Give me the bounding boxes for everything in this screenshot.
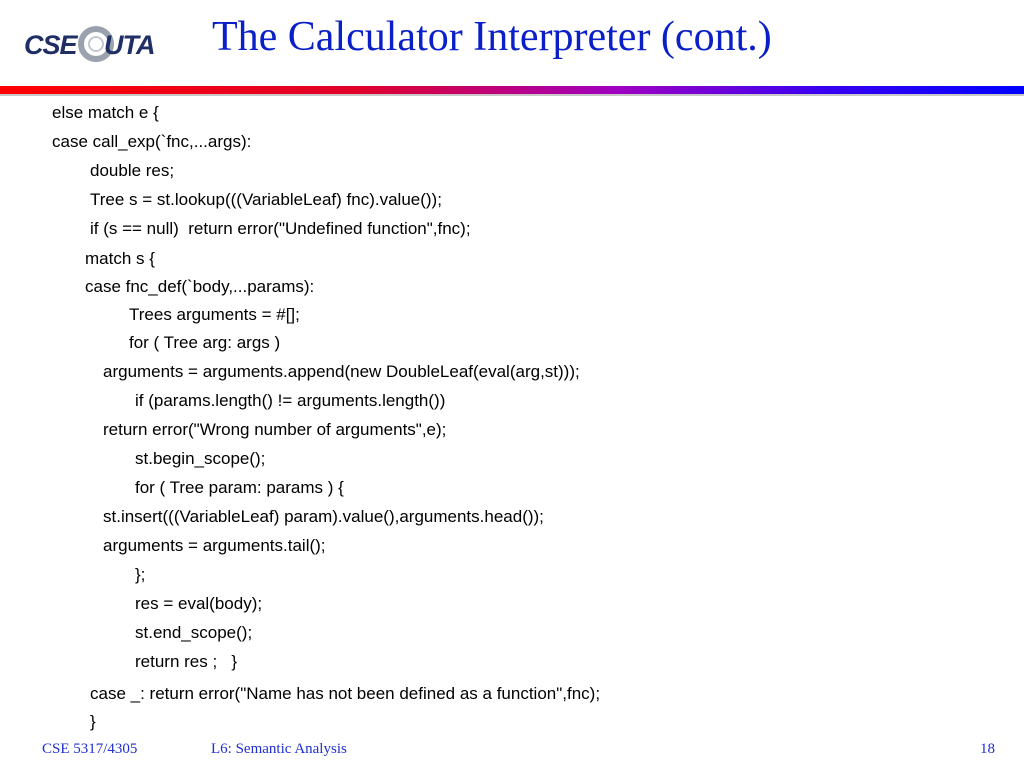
code-line: if (params.length() != arguments.length()): [135, 391, 446, 410]
code-line: if (s == null) return error("Undefined function",fnc);: [90, 219, 471, 238]
title-divider-shadow: [0, 94, 1024, 96]
code-line: };: [135, 565, 146, 584]
code-line: double res;: [90, 161, 175, 180]
footer-lecture: L6: Semantic Analysis: [211, 741, 347, 757]
code-line: res = eval(body);: [135, 594, 263, 613]
slide-title: The Calculator Interpreter (cont.): [212, 14, 772, 60]
code-line: st.insert(((VariableLeaf) param).value(),arguments.head());: [103, 507, 544, 526]
code-line: for ( Tree arg: args ): [129, 333, 281, 352]
code-line: Trees arguments = #[];: [129, 305, 300, 324]
code-line: match s {: [85, 249, 155, 268]
code-line: return error("Wrong number of arguments",e);: [103, 420, 447, 439]
logo-right-text: UTA: [104, 30, 155, 60]
footer-course: CSE 5317/4305: [42, 741, 138, 757]
logo-left-text: CSE: [24, 30, 77, 60]
code-line: }: [90, 712, 96, 731]
code-line: arguments = arguments.tail();: [103, 536, 326, 555]
cse-uta-logo: [24, 22, 164, 66]
code-line: Tree s = st.lookup(((VariableLeaf) fnc).value());: [90, 190, 442, 209]
code-line: else match e {: [52, 103, 159, 122]
footer-page-number: 18: [980, 741, 995, 757]
code-line: for ( Tree param: params ) {: [135, 478, 344, 497]
title-divider: [0, 86, 1024, 94]
code-line: return res ; }: [135, 652, 238, 671]
code-line: case call_exp(`fnc,...args):: [52, 132, 252, 151]
code-line: case fnc_def(`body,...params):: [85, 277, 315, 296]
code-line: case _: return error("Name has not been defined as a function",fnc);: [90, 684, 601, 703]
code-line: st.begin_scope();: [135, 449, 266, 468]
code-line: arguments = arguments.append(new DoubleLeaf(eval(arg,st)));: [103, 362, 580, 381]
code-line: st.end_scope();: [135, 623, 253, 642]
